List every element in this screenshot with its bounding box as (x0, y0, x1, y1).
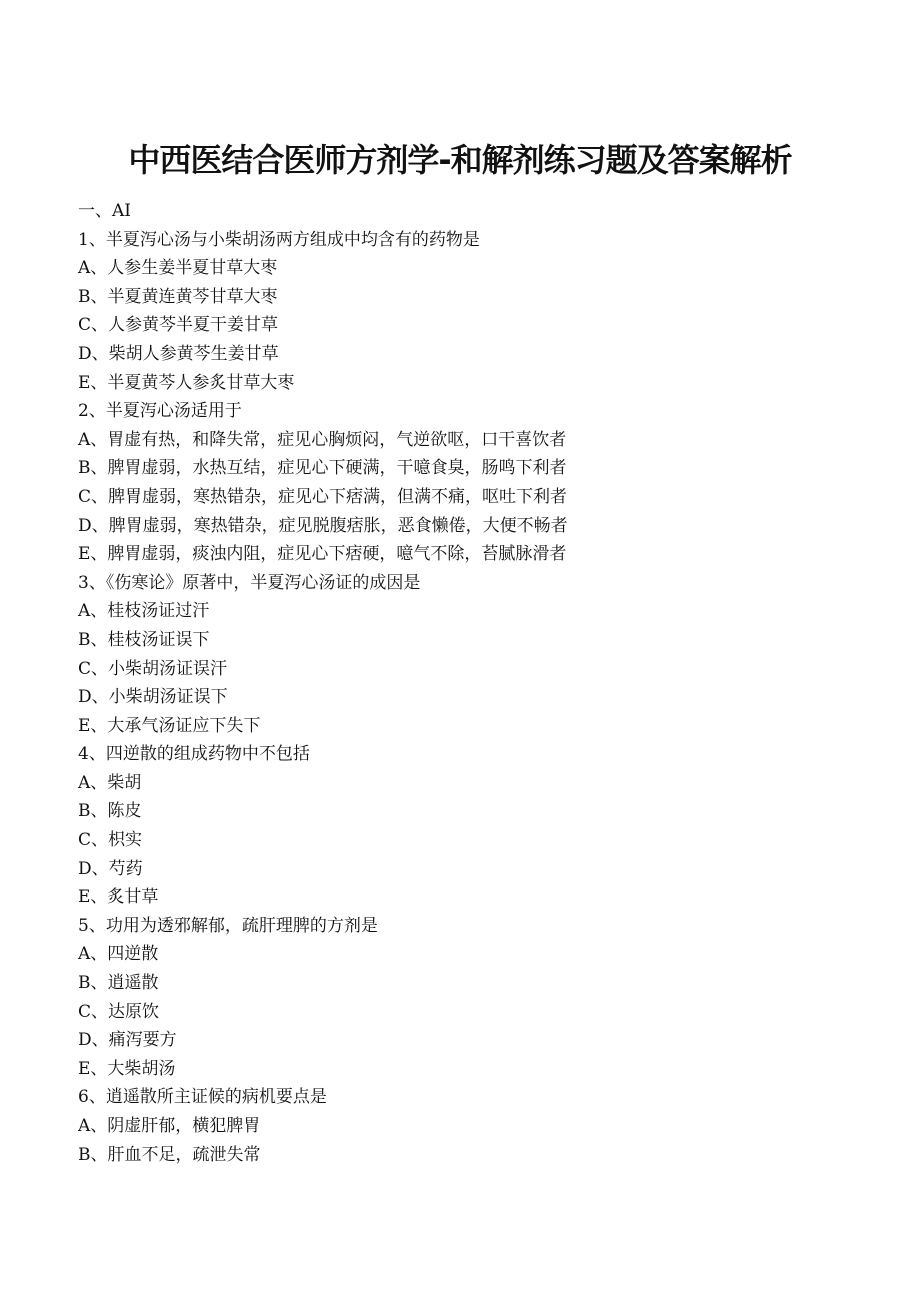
question-option: D、痛泻要方 (78, 1030, 177, 1051)
question-stem: 4、四逆散的组成药物中不包括 (78, 744, 310, 765)
question-option: C、人参黄芩半夏干姜甘草 (78, 315, 279, 336)
question-option: B、肝血不足，疏泄失常 (78, 1144, 261, 1165)
question-option: B、脾胃虚弱，水热互结，症见心下硬满，干噫食臭，肠鸣下利者 (78, 458, 567, 479)
question-option: E、炙甘草 (78, 887, 159, 908)
question-option: D、小柴胡汤证误下 (78, 687, 228, 708)
question-option: D、柴胡人参黄芩生姜甘草 (78, 343, 279, 364)
document-body (78, 197, 878, 1169)
question-stem: 5、功用为透邪解郁，疏肝理脾的方剂是 (78, 915, 378, 936)
question-option: B、桂枝汤证误下 (78, 629, 210, 650)
question-option: E、大承气汤证应下失下 (78, 715, 261, 736)
question-option: A、阴虚肝郁，横犯脾胃 (78, 1116, 261, 1136)
question-option: C、达原饮 (78, 1001, 160, 1022)
question-option: A、柴胡 (78, 772, 142, 793)
section-heading: 一、AI (78, 201, 131, 221)
question-stem: 3、《伤寒论》原著中，半夏泻心汤证的成因是 (78, 572, 421, 593)
question-option: C、脾胃虚弱，寒热错杂，症见心下痞满，但满不痛，呕吐下利者 (78, 486, 568, 507)
question-option: B、陈皮 (78, 801, 142, 822)
question-option: A、四逆散 (78, 944, 159, 965)
question-option: A、桂枝汤证过汗 (78, 601, 210, 622)
question-stem: 2、半夏泻心汤适用于 (78, 401, 242, 422)
question-option: C、小柴胡汤证误汗 (78, 658, 228, 679)
question-option: E、半夏黄芩人参炙甘草大枣 (78, 372, 295, 393)
question-stem: 6、逍遥散所主证候的病机要点是 (78, 1087, 327, 1108)
question-option: E、大柴胡汤 (78, 1058, 176, 1079)
question-option: D、脾胃虚弱，寒热错杂，症见脱腹痞胀，恶食懒倦，大便不畅者 (78, 515, 568, 536)
question-option: C、枳实 (78, 830, 143, 851)
question-stem: 1、半夏泻心汤与小柴胡汤两方组成中均含有的药物是 (78, 229, 480, 250)
document-title: 中西医结合医师方剂学-和解剂练习题及答案解析 (128, 141, 792, 179)
question-option: D、芍药 (78, 858, 143, 879)
question-option: B、半夏黄连黄芩甘草大枣 (78, 286, 278, 307)
question-option: A、人参生姜半夏甘草大枣 (78, 258, 278, 279)
question-option: A、胃虚有热，和降失常，症见心胸烦闷，气逆欲呕，口干喜饮者 (78, 429, 567, 450)
question-option: B、逍遥散 (78, 973, 159, 994)
question-option: E、脾胃虚弱，痰浊内阻，症见心下痞硬，噫气不除，苔腻脉滑者 (78, 544, 567, 565)
